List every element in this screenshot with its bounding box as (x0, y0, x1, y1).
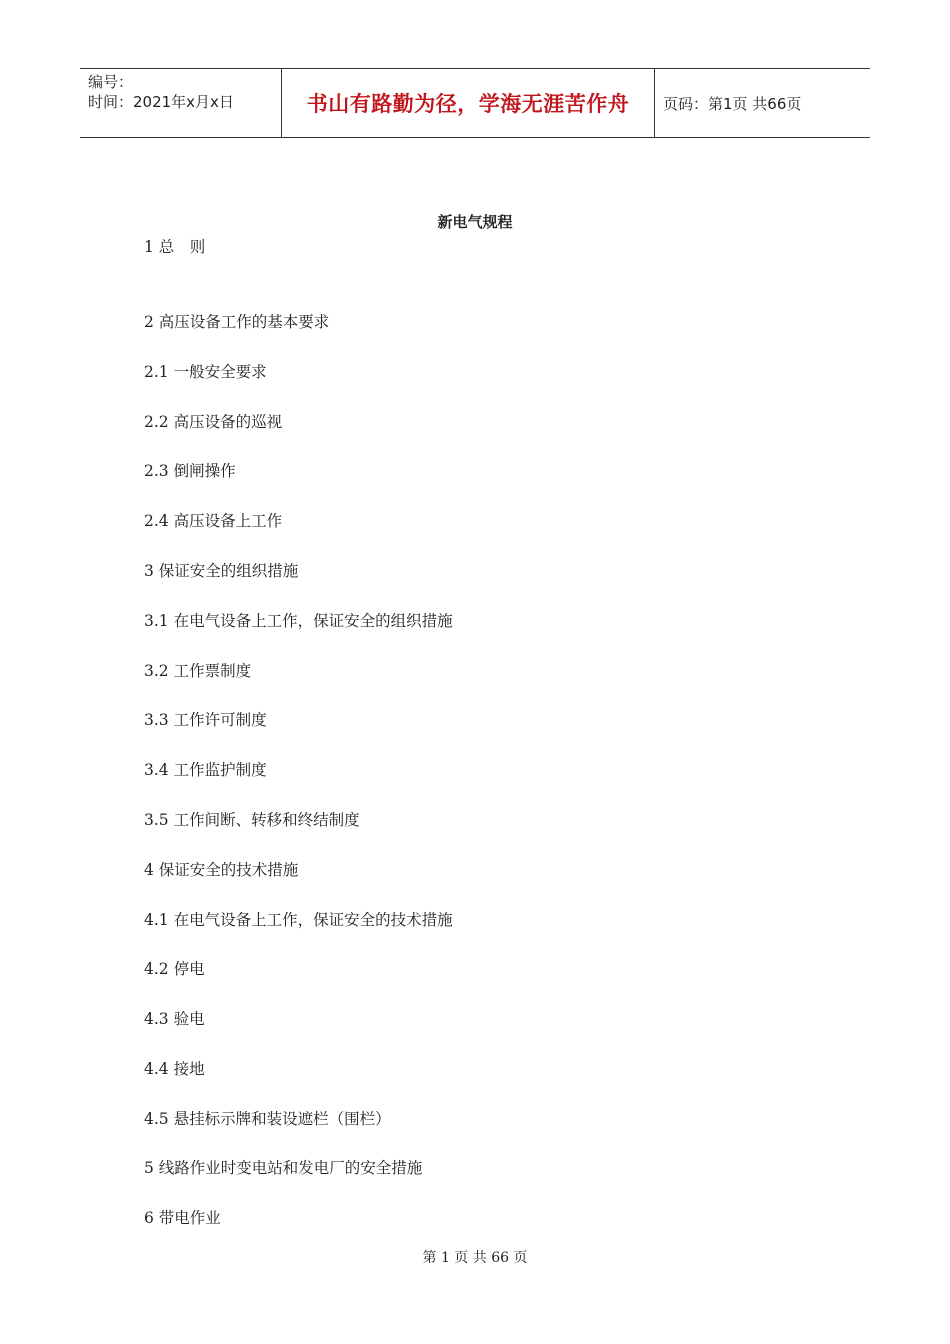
code-label: 编号： (88, 73, 134, 91)
header-meta (80, 69, 282, 137)
document-title: 新电气规程 (437, 213, 513, 231)
toc-item: 4.1 在电气设备上工作，保证安全的技术措施 (144, 911, 453, 929)
page-footer: 第 1 页 共 66 页 (422, 1250, 528, 1266)
date-label: 时间：2021年x月x日 (88, 93, 234, 111)
page-header (80, 68, 870, 138)
toc-item: 2.1 一般安全要求 (144, 363, 267, 381)
motto-text: 书山有路勤为径，学海无涯苦作舟 (306, 92, 630, 116)
toc-item: 3.5 工作间断、转移和终结制度 (144, 811, 360, 829)
toc-item: 2.2 高压设备的巡视 (144, 413, 283, 431)
toc-item: 2.4 高压设备上工作 (144, 512, 283, 530)
toc-item: 3 保证安全的组织措施 (144, 562, 299, 580)
toc-item: 2 高压设备工作的基本要求 (144, 313, 330, 331)
toc-item: 2.3 倒闸操作 (144, 462, 236, 480)
page-code: 页码：第1页 共66页 (663, 94, 802, 113)
toc-item: 3.1 在电气设备上工作，保证安全的组织措施 (144, 612, 453, 630)
toc-item: 6 带电作业 (144, 1209, 221, 1227)
toc-item: 5 线路作业时变电站和发电厂的安全措施 (144, 1159, 423, 1177)
toc-item: 4.4 接地 (144, 1060, 205, 1078)
toc-item: 3.4 工作监护制度 (144, 761, 267, 779)
toc-item: 4.5 悬挂标示牌和装设遮栏（围栏） (144, 1110, 391, 1128)
toc-item: 4.2 停电 (144, 960, 205, 978)
header-motto-cell (282, 69, 655, 137)
header-page-cell (655, 69, 870, 137)
toc-item: 1 总 则 (144, 238, 206, 256)
toc-item: 4.3 验电 (144, 1010, 205, 1028)
toc-item: 4 保证安全的技术措施 (144, 861, 299, 879)
toc-item: 3.3 工作许可制度 (144, 711, 267, 729)
toc-item: 3.2 工作票制度 (144, 662, 252, 680)
